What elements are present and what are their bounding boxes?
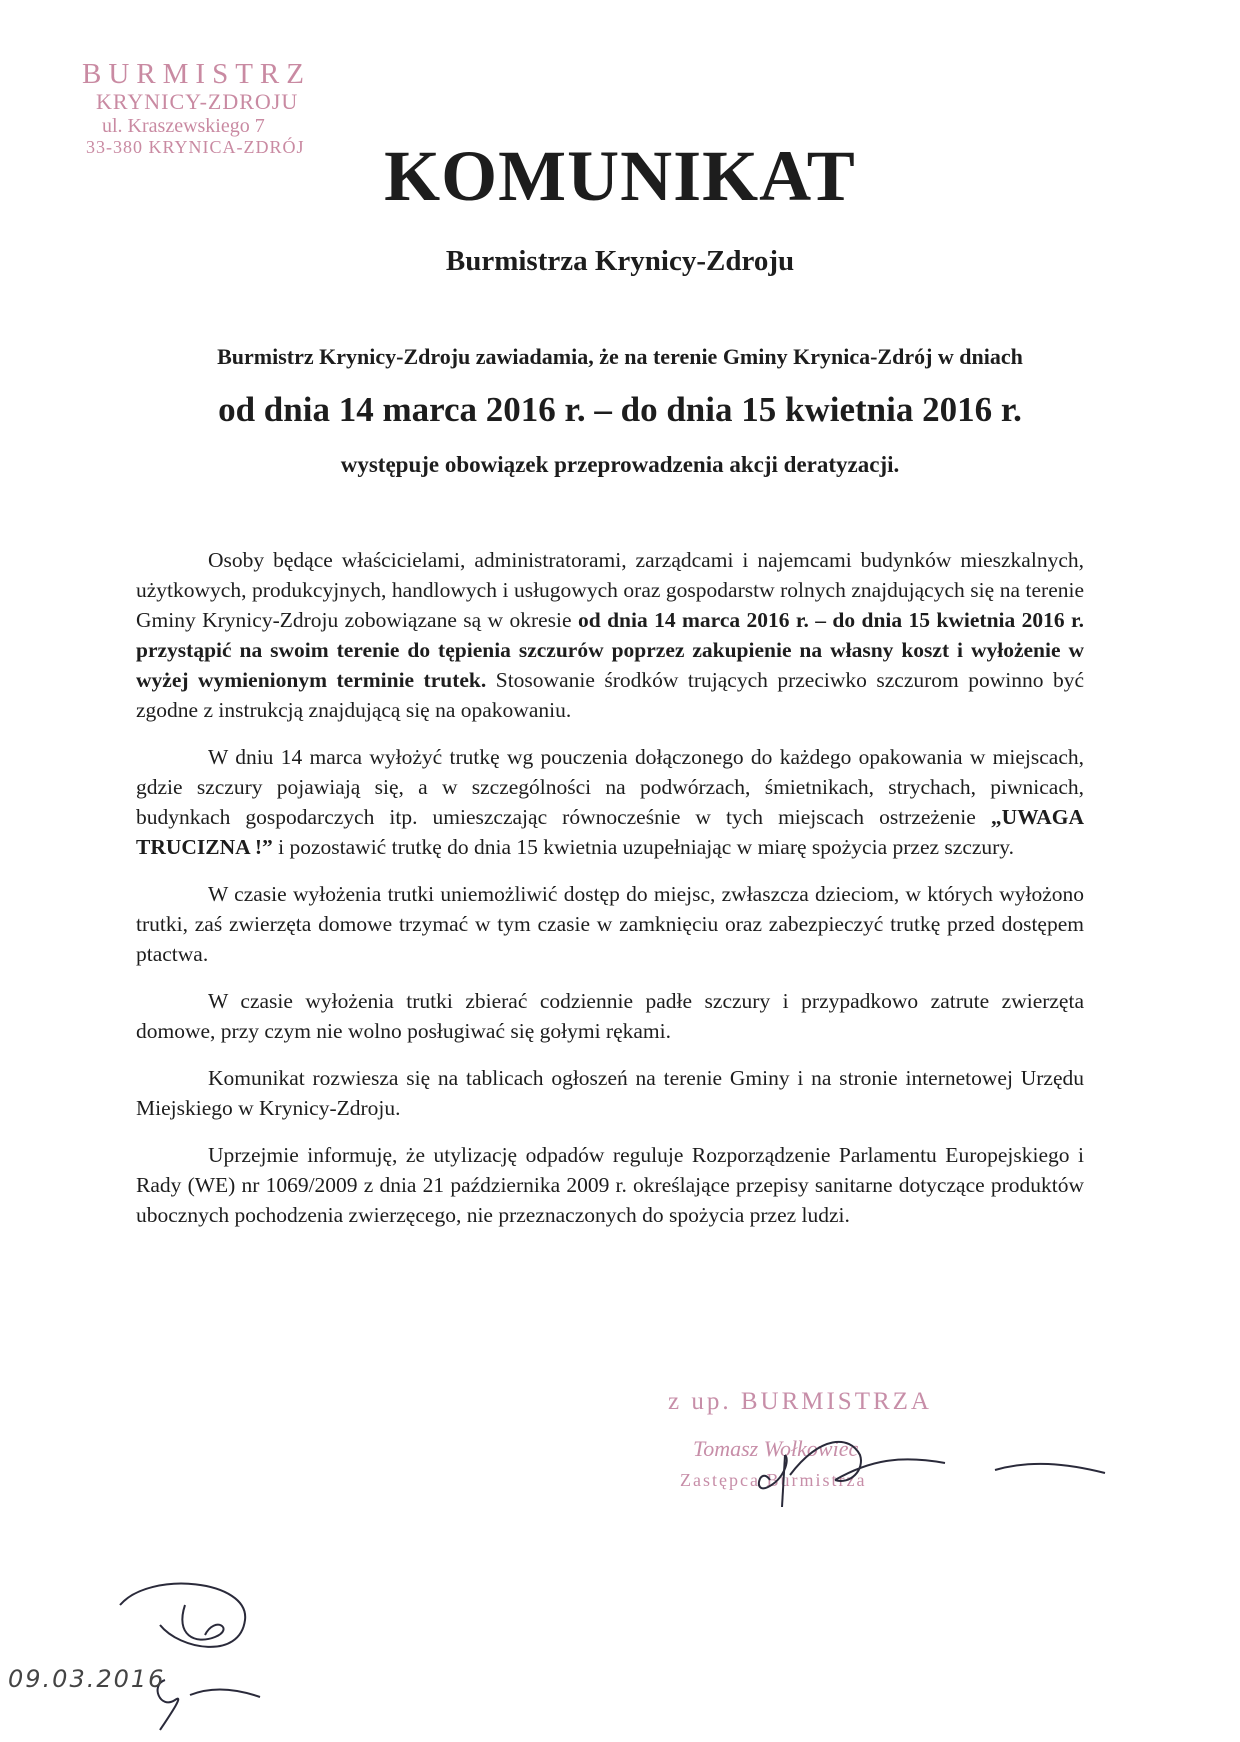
stamp-line-1: BURMISTRZ — [82, 58, 311, 90]
paragraph-5: Komunikat rozwiesza się na tablicach ogłoszeń na terenie Gminy i na stronie internetowej Urzędu Miejskiego w Krynicy-Zdroju. — [136, 1066, 1084, 1120]
document-body — [136, 545, 1084, 1247]
stamp-line-4: 33-380 KRYNICA-ZDRÓJ — [86, 137, 305, 158]
signatory-role: Zastępca Burmistrza — [680, 1470, 867, 1490]
p1-text-a: Osoby będące właścicielami, administratorami, zarządcami i najemcami budynków mieszkalnych, użytkowych, produkcyjnych, handlowych i usługowych oraz gospodarstw rolnych znajdujących się na terenie Gminy Krynicy-Zdroju zobowiązane są w okresie — [136, 548, 1084, 632]
poison-warning: „UWAGA TRUCIZNA !” — [136, 805, 1084, 859]
signature-stamp-line: z up. BURMISTRZA — [668, 1388, 932, 1415]
document-subtitle: Burmistrza Krynicy-Zdroju — [445, 245, 795, 277]
paragraph-2 — [136, 742, 1084, 862]
stamp-line-2: KRYNICY-ZDROJU — [96, 89, 299, 115]
paraph-signature — [0, 1565, 300, 1735]
p1-text-bold: od dnia 14 marca 2016 r. – do dnia 15 kwietnia 2016 r. przystąpić na swoim terenie do tępienia szczurów poprzez zakupienie na własny koszt i wyłożenie w wyżej wymienionym terminie trutek. — [136, 608, 1084, 692]
lead-sentence: Burmistrz Krynicy-Zdroju zawiadamia, że na terenie Gminy Krynica-Zdrój w dniach — [217, 344, 1023, 369]
p2-text-a: W dniu 14 marca wyłożyć trutkę wg pouczenia dołączonego do każdego opakowania w miejscach, gdzie szczury pojawiają się, a w szczególności na podwórzach, śmietnikach, strychach, piwnicach, budynkach gospodarczych itp. umieszczając równocześnie w tych miejscach ostrzeżenie — [136, 745, 1084, 829]
paragraph-1 — [136, 545, 1084, 725]
handwritten-date: 09.03.2016 — [8, 1665, 166, 1693]
stamp-line-3: ul. Kraszewskiego 7 — [102, 115, 265, 138]
handwritten-signature — [740, 1425, 1120, 1515]
paragraph-3: W czasie wyłożenia trutki uniemożliwić dostęp do miejsc, zwłaszcza dzieciom, w których wyłożono trutki, zaś zwierzęta domowe trzymać w tym czasie w zamknięciu oraz zabezpieczyć trutkę przed dostępem ptactwa. — [136, 882, 1084, 966]
document-title: KOMUNIKAT — [384, 136, 856, 216]
signatory-name: Tomasz Wołkowiec — [693, 1436, 859, 1461]
paragraph-4: W czasie wyłożenia trutki zbierać codziennie padłe szczury i przypadkowo zatrute zwierzęta domowe, przy czym nie wolno posługiwać się gołymi rękami. — [136, 989, 1084, 1043]
p2-text-c: i pozostawić trutkę do dnia 15 kwietnia uzupełniając w miarę spożycia przez szczury. — [272, 835, 1015, 859]
p1-text-c: Stosowanie środków trujących przeciwko szczurom powinno być zgodne z instrukcją znajdującą się na opakowaniu. — [136, 668, 1084, 722]
paragraph-6: Uprzejmie informuję, że utylizację odpadów reguluje Rozporządzenie Parlamentu Europejskiego i Rady (WE) nr 1069/2009 z dnia 21 października 2009 r. określające przepisy sanitarne dotyczące produktów ubocznych pochodzenia zwierzęcego, nie przeznaczonych do spożycia przez ludzi. — [136, 1143, 1084, 1227]
deratization-dates: od dnia 14 marca 2016 r. – do dnia 15 kwietnia 2016 r. — [218, 390, 1022, 429]
obligation-sentence: występuje obowiązek przeprowadzenia akcji deratyzacji. — [340, 452, 900, 477]
